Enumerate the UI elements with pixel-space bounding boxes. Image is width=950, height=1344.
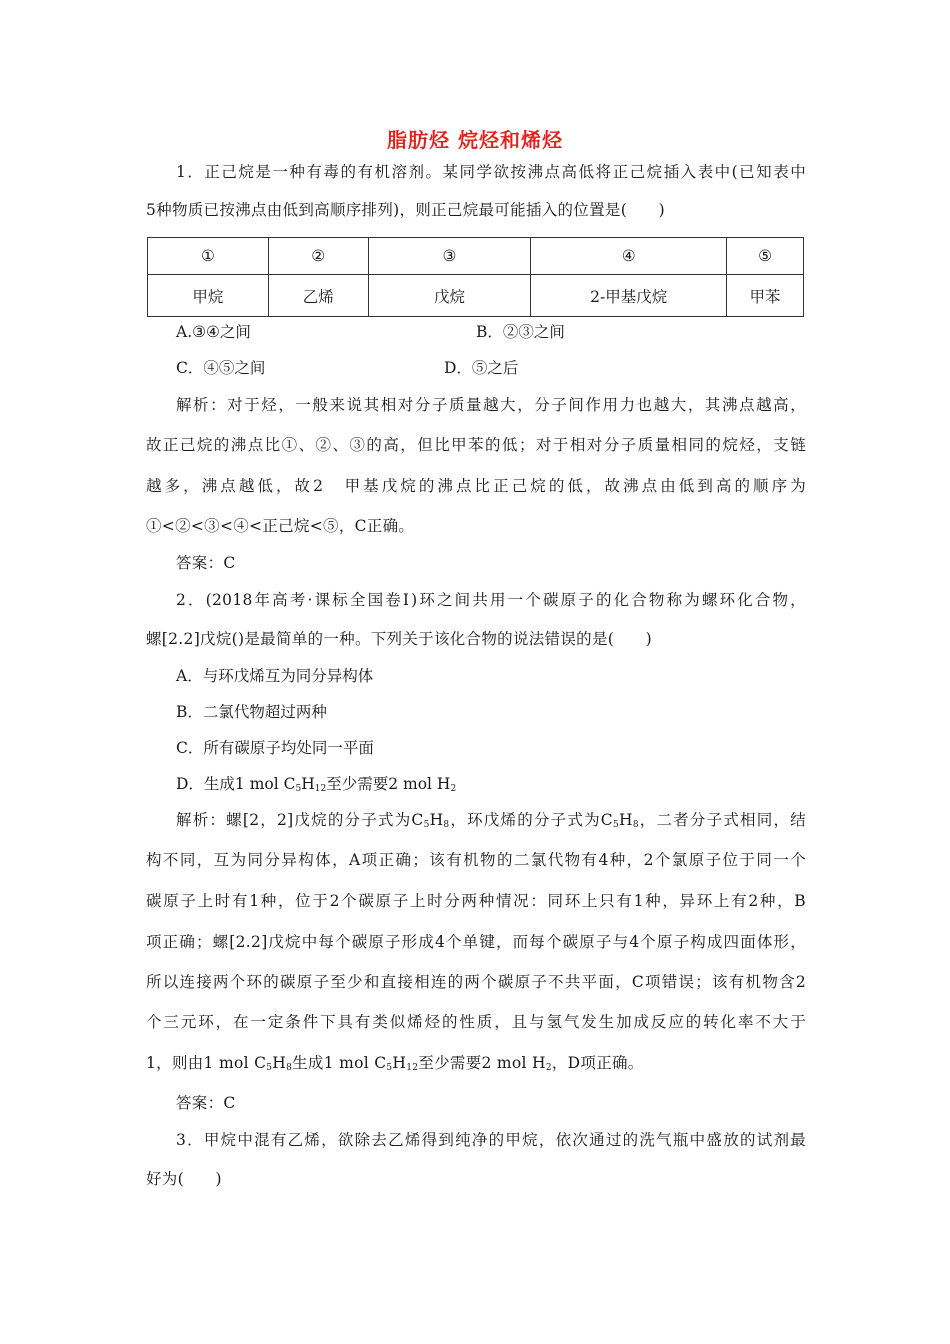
table-cell-5: 甲苯 xyxy=(727,275,804,317)
q2-analysis-line-1: 解析：螺[2，2]戊烷的分子式为$C_5H_8$，环戊烯的分子式为$C_5H_8$，二者分子式相同，结 xyxy=(176,811,806,830)
q2-stem-line-2: 螺[2.2]戊烷()是最简单的一种。下列关于该化合物的说法错误的是( ) xyxy=(146,630,653,648)
q2-option-b: B．二氯代物超过两种 xyxy=(176,703,327,721)
table-cell-4: 2-甲基戊烷 xyxy=(531,275,727,317)
q1-option-d: D．⑤之后 xyxy=(444,359,519,377)
table-header-5: ⑤ xyxy=(727,238,804,275)
q2-analysis-line-2: 构不同，互为同分异构体，A项正确；该有机物的二氯代物有4种，2个氯原子位于同一个 xyxy=(146,851,806,869)
q1-analysis-line-4: ①<②<③<④<正己烷<⑤，C正确。 xyxy=(146,517,415,535)
table-header-2: ② xyxy=(268,238,368,275)
q2-option-c: C．所有碳原子均处同一平面 xyxy=(176,739,374,757)
q2-analysis-line-6: 个三元环，在一定条件下具有类似烯烃的性质，且与氢气发生加成反应的转化率不大于 xyxy=(146,1013,806,1031)
q1-stem-line-1: 1．正己烷是一种有毒的有机溶剂。某同学欲按沸点高低将正己烷插入表中(已知表中 xyxy=(176,163,806,181)
q1-option-c: C．④⑤之间 xyxy=(176,359,266,377)
q3-stem-line-1: 3．甲烷中混有乙烯，欲除去乙烯得到纯净的甲烷，依次通过的洗气瓶中盛放的试剂最 xyxy=(176,1131,806,1149)
table-header-3: ③ xyxy=(368,238,531,275)
table-header-4: ④ xyxy=(531,238,727,275)
table-header-1: ① xyxy=(148,238,269,275)
q2-stem-line-1: 2．(2018年高考·课标全国卷Ⅰ)环之间共用一个碳原子的化合物称为螺环化合物， xyxy=(176,591,806,609)
page-title: 脂肪烃 烷烃和烯烃 xyxy=(387,128,563,152)
boiling-point-table xyxy=(147,237,804,317)
q2-analysis-line-5: 所以连接两个环的碳原子至少和直接相连的两个碳原子不共平面，C项错误；该有机物含2 xyxy=(146,973,806,991)
q2-option-a: A．与环戊烯互为同分异构体 xyxy=(176,667,374,685)
q1-analysis-line-1: 解析：对于烃，一般来说其相对分子质量越大，分子间作用力也越大，其沸点越高， xyxy=(176,396,806,414)
q1-option-b: B．②③之间 xyxy=(476,323,565,341)
q3-stem-line-2: 好为( ) xyxy=(146,1170,222,1188)
q2-analysis-line-4: 项正确；螺[2.2]戊烷中每个碳原子形成4个单键，而每个碳原子与4个原子构成四面体形， xyxy=(146,933,806,951)
q1-analysis-line-3: 越多，沸点越低，故2 甲基戊烷的沸点比正己烷的低，故沸点由低到高的顺序为 xyxy=(146,477,806,495)
q2-analysis-line-3: 碳原子上时有1种，位于2个碳原子上时分两种情况：同环上只有1种，异环上有2种，B xyxy=(146,892,806,910)
q1-option-a: A.③④之间 xyxy=(176,323,251,341)
q1-stem-line-2: 5种物质已按沸点由低到高顺序排列)，则正己烷最可能插入的位置是( ) xyxy=(146,201,666,219)
table-cell-1: 甲烷 xyxy=(148,275,269,317)
q1-analysis-line-2: 故正己烷的沸点比①、②、③的高，但比甲苯的低；对于相对分子质量相同的烷烃，支链 xyxy=(146,436,806,454)
table-cell-3: 戊烷 xyxy=(368,275,531,317)
q2-option-d: D．生成1 mol $C_5H_{12}$至少需要2 mol $H_2$ xyxy=(176,775,457,794)
q1-answer: 答案：C xyxy=(176,554,236,572)
q2-answer: 答案：C xyxy=(176,1094,236,1112)
q2-analysis-line-7: 1，则由1 mol $C_5H_8$生成1 mol $C_5H_{12}$至少需要2 mol $H_2$，D项正确。 xyxy=(146,1054,644,1073)
table-cell-2: 乙烯 xyxy=(268,275,368,317)
